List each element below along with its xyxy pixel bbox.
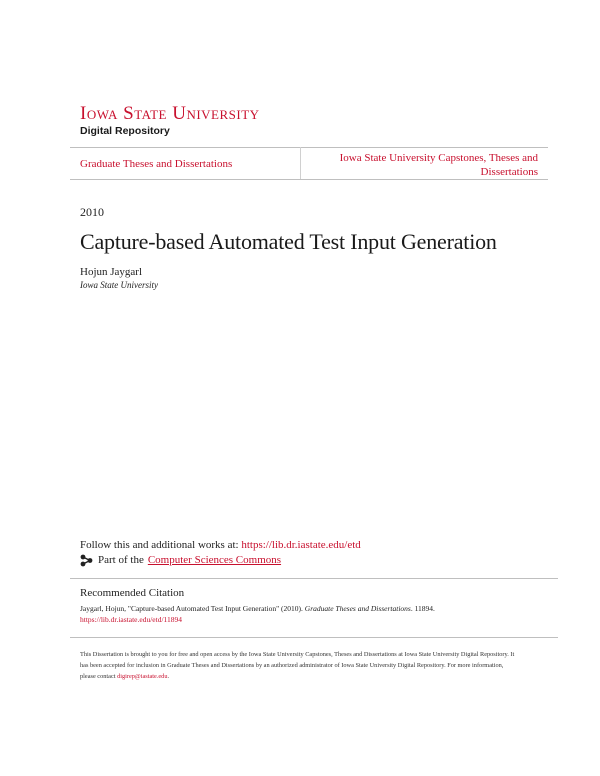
- contact-email-link[interactable]: digirep@iastate.edu: [117, 673, 168, 680]
- citation-heading: Recommended Citation: [80, 587, 185, 599]
- author-name: Hojun Jaygarl: [80, 266, 143, 278]
- university-logo: [80, 104, 320, 138]
- publication-year: 2010: [80, 205, 104, 219]
- access-notice: [80, 649, 520, 682]
- header-top-rule: [70, 147, 548, 148]
- part-of-label: Part of the: [98, 554, 144, 566]
- header-bottom-rule: [70, 179, 548, 180]
- etd-url-link[interactable]: https://lib.dr.iastate.edu/etd: [241, 539, 361, 551]
- notice-rule: [70, 637, 558, 638]
- citation-text: Jaygarl, Hojun, "Capture-based Automated Test Input Generation" (2010).: [80, 604, 303, 613]
- network-icon: [80, 554, 93, 567]
- citation-url-link[interactable]: https://lib.dr.iastate.edu/etd/11894: [80, 615, 183, 624]
- citation-body: [80, 603, 550, 625]
- header-divider: [300, 147, 301, 180]
- notice-text: This Dissertation is brought to you for free and open access by the Iowa State University Capstones, Theses and Dissertations at Iowa State University Digital Repository. It has been accepted for inclusion in Graduate Theses and Dissertations by an authorized administrator of Iowa State University Digital Repository. For more information, please contact: [80, 651, 515, 680]
- citation-number: . 11894.: [410, 604, 435, 613]
- notice-end: .: [167, 673, 170, 680]
- follow-label: Follow this and additional works at:: [80, 539, 239, 551]
- citation-rule: [70, 578, 558, 579]
- page-title: Capture-based Automated Test Input Generation: [80, 229, 497, 254]
- part-of-line: [80, 553, 281, 567]
- author-affiliation: Iowa State University: [80, 280, 158, 290]
- graduate-theses-link[interactable]: Graduate Theses and Dissertations: [80, 158, 233, 170]
- citation-series: Graduate Theses and Dissertations: [304, 604, 411, 613]
- logo-repository-name: Digital Repository: [80, 125, 170, 137]
- capstones-theses-link[interactable]: Iowa State University Capstones, Theses and Dissertations: [339, 152, 538, 178]
- follow-line: [80, 538, 361, 552]
- computer-sciences-commons-link[interactable]: Computer Sciences Commons: [147, 554, 282, 566]
- logo-university-name: Iowa State University: [80, 103, 260, 124]
